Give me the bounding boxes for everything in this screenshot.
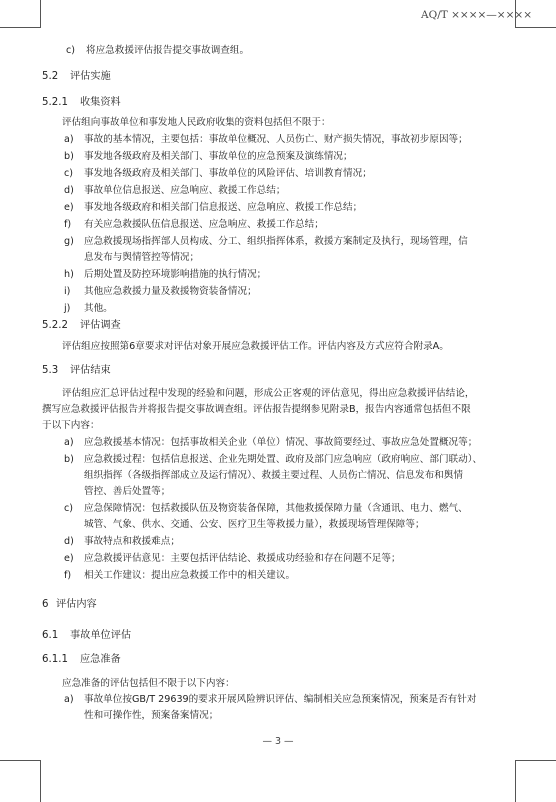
section-number: 5.2.1: [42, 97, 68, 108]
crop-mark-bottom-right: [515, 760, 516, 802]
list-item-label: d): [64, 185, 74, 196]
list-item-label: c): [66, 45, 76, 56]
list-item-label: c): [64, 168, 74, 179]
list-item-text: 后期处置及防控环境影响措施的执行情况；: [84, 269, 267, 280]
list-item-text: 应急救援评估意见：主要包括评估结论、救援成功经验和存在问题不足等；: [84, 553, 401, 564]
list-item-text: 管控、善后处置等；: [84, 486, 171, 497]
section-number: 6.1.1: [42, 654, 68, 665]
list-item-text: 应急保障情况：包括救援队伍及物资装备保障，其他救援保障力量（含通讯、电力、燃气、: [84, 503, 468, 514]
list-item-label: f): [64, 570, 72, 581]
section-title: 评估实施: [70, 71, 111, 82]
crop-mark-bottom-right-h: [516, 760, 556, 761]
standard-number: AQ/T ××××—××××: [421, 9, 532, 21]
paragraph-line: 于以下内容：: [42, 420, 100, 431]
list-item-text: 应急救援现场指挥部人员构成、分工、组织指挥体系，救援方案制定及执行，现场管理，信: [84, 236, 468, 247]
list-item-label: a): [64, 134, 74, 145]
list-item-text: 事故单位信息报送、应急响应、救援工作总结；: [84, 185, 286, 196]
list-item-text: 应急救援过程：包括信息报送、企业先期处置、政府及部门应急响应（政府响应、部门联动）、: [84, 454, 483, 465]
section-title: 事故单位评估: [70, 630, 132, 641]
list-item-label: c): [64, 503, 74, 514]
section-number: 5.2: [42, 71, 59, 82]
section-number: 5.2.2: [42, 320, 68, 331]
list-item-text: 事发地各级政府和相关部门信息报送、应急响应、救援工作总结；: [84, 202, 363, 213]
list-item-label: b): [64, 454, 74, 465]
paragraph: 应急准备的评估包括但不限于以下内容：: [62, 678, 235, 689]
list-item-text: 相关工作建议：提出应急救援工作中的相关建议。: [84, 570, 296, 581]
list-item-text: 息发布与舆情管控等情况；: [84, 252, 200, 263]
list-item-text: 应急救援基本情况：包括事故相关企业（单位）情况、事故简要经过、事故应急处置概况等；: [84, 437, 478, 448]
list-item-label: j): [64, 303, 71, 314]
section-number: 6.1: [42, 630, 59, 641]
section-title: 评估结束: [70, 365, 111, 376]
list-item-label: g): [64, 236, 74, 247]
list-item-text: 事发地各级政府及相关部门、事故单位的风险评估、培训教育情况；: [84, 168, 372, 179]
list-item-label: e): [64, 202, 74, 213]
list-item-label: h): [64, 269, 74, 280]
section-number: 6: [42, 599, 49, 610]
crop-mark-top-right-h: [516, 27, 556, 28]
list-item-label: f): [64, 219, 72, 230]
list-item-text: 性和可操作性，预案备案情况；: [84, 710, 219, 721]
list-item-label: d): [64, 536, 74, 547]
list-item-label: a): [64, 437, 74, 448]
list-item-text: 事发地各级政府及相关部门、事故单位的应急预案及演练情况；: [84, 151, 353, 162]
section-number: 5.3: [42, 365, 59, 376]
crop-mark-top-left-h: [0, 27, 40, 28]
page-number: — 3 —: [262, 736, 294, 747]
list-item-text: 其他应急救援力量及救援物资装备情况；: [84, 286, 257, 297]
list-item-text: 有关应急救援队伍信息报送、应急响应、救援工作总结；: [84, 219, 324, 230]
section-title: 评估内容: [56, 599, 97, 610]
list-item-text: 组织指挥（各级指挥部成立及运行情况）、救援主要过程、人员伤亡情况、信息发布和舆情: [84, 470, 463, 481]
list-item-text: 其他。: [84, 303, 113, 314]
crop-mark-bottom-left-h: [0, 760, 40, 761]
crop-mark-top-left: [40, 0, 41, 28]
crop-mark-bottom-left: [40, 760, 41, 802]
list-item-text: 事故特点和救援难点；: [84, 536, 180, 547]
list-item-label: i): [64, 286, 71, 297]
list-item-text: 将应急救援评估报告提交事故调查组。: [86, 45, 250, 56]
section-title: 评估调查: [80, 320, 121, 331]
paragraph-line: 评估组应汇总评估过程中发现的经验和问题，形成公正客观的评估意见，得出应急救援评估结论，: [62, 388, 475, 399]
paragraph-line: 撰写应急救援评估报告并将报告提交事故调查组。评估报告提纲参见附录B，报告内容通常包括但不限: [42, 404, 471, 415]
list-item-text: 事故单位按GB/T 29639的要求开展风险辨识评估、编制相关应急预案情况，预案是否有针对: [84, 694, 477, 705]
paragraph: 评估组应按照第6章要求对评估对象开展应急救援评估工作。评估内容及方式应符合附录A。: [62, 341, 449, 352]
list-item-label: e): [64, 553, 74, 564]
list-item-text: 城管、气象、供水、交通、公安、医疗卫生等救援力量），救援现场管理保障等；: [84, 519, 425, 530]
section-title: 收集资料: [80, 97, 121, 108]
list-item-label: a): [64, 694, 74, 705]
list-item-text: 事故的基本情况，主要包括：事故单位概况、人员伤亡、财产损失情况，事故初步原因等；: [84, 134, 468, 145]
paragraph: 评估组向事故单位和事发地人民政府收集的资料包括但不限于：: [62, 117, 331, 128]
section-title: 应急准备: [80, 654, 121, 665]
list-item-label: b): [64, 151, 74, 162]
